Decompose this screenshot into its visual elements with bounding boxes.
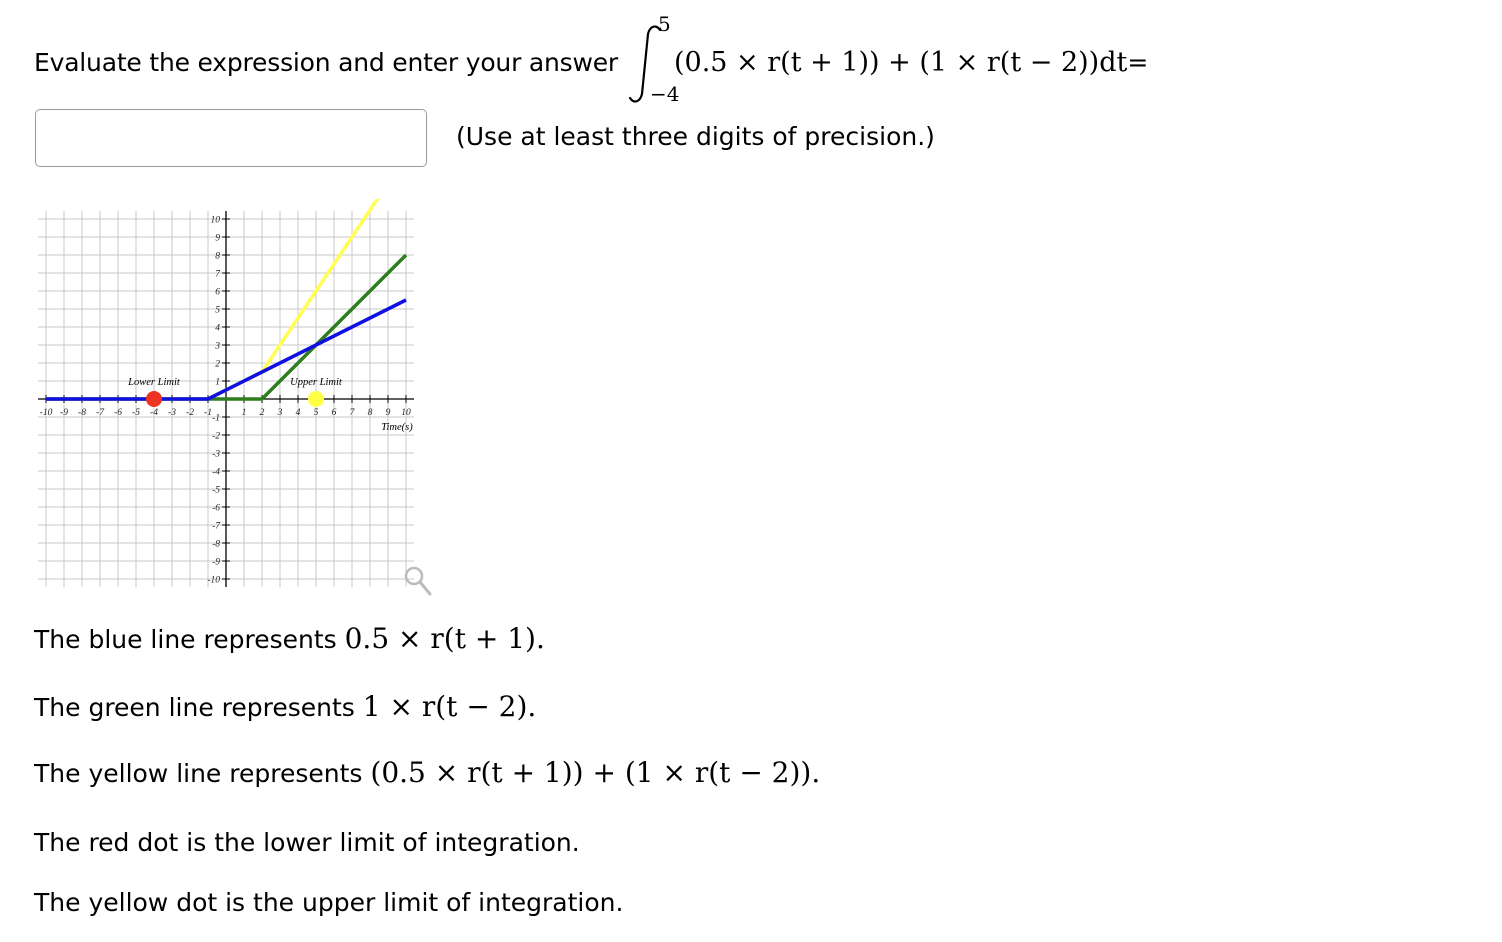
x-tick-label: -7 bbox=[96, 408, 104, 418]
x-tick-label: 6 bbox=[331, 408, 337, 418]
y-tick-label: -9 bbox=[212, 557, 220, 568]
red-limit-dot bbox=[146, 391, 162, 407]
integrand: (0.5 × r(t + 1)) + (1 × r(t − 2))dt bbox=[674, 46, 1128, 78]
lower-limit-label: Lower Limit bbox=[128, 377, 180, 388]
x-tick-label: 1 bbox=[241, 408, 247, 418]
y-tick-label: 10 bbox=[210, 215, 220, 226]
y-tick-label: -1 bbox=[212, 413, 220, 424]
x-axis-label: Time(s) bbox=[381, 422, 413, 433]
y-tick-label: 9 bbox=[215, 233, 220, 244]
caption-green-text: The green line represents bbox=[34, 693, 363, 722]
caption-blue-line bbox=[34, 622, 545, 655]
y-tick-label: -6 bbox=[212, 503, 220, 514]
x-tick-label: -3 bbox=[168, 408, 176, 418]
x-tick-label: 5 bbox=[313, 408, 319, 418]
y-tick-label: 3 bbox=[215, 341, 220, 352]
y-tick-label: -10 bbox=[207, 575, 220, 586]
caption-blue-math: 0.5 × r(t + 1). bbox=[344, 622, 545, 655]
question-line bbox=[34, 12, 1148, 112]
caption-yellow-line bbox=[34, 756, 820, 789]
yellow-limit-dot bbox=[308, 391, 324, 407]
integral-upper-limit: 5 bbox=[658, 12, 671, 36]
y-tick-label: -2 bbox=[212, 431, 220, 442]
y-tick-label: -3 bbox=[212, 449, 220, 460]
x-tick-label: -4 bbox=[150, 408, 158, 418]
y-tick-label: 6 bbox=[215, 287, 220, 298]
integral-lower-limit: −4 bbox=[650, 82, 680, 106]
y-tick-label: -7 bbox=[212, 521, 220, 532]
x-tick-label: -6 bbox=[114, 408, 122, 418]
y-tick-label: -8 bbox=[212, 539, 220, 550]
y-tick-label: 5 bbox=[215, 305, 220, 316]
upper-limit-label: Upper Limit bbox=[290, 377, 342, 388]
caption-green-math: 1 × r(t − 2). bbox=[362, 690, 537, 723]
x-tick-label: -10 bbox=[39, 408, 53, 418]
caption-yellow-text: The yellow line represents bbox=[34, 759, 371, 788]
integral-sign bbox=[626, 12, 680, 112]
x-tick-label: -9 bbox=[60, 408, 68, 418]
y-tick-label: 8 bbox=[215, 251, 220, 262]
y-tick-label: 4 bbox=[215, 323, 220, 334]
x-tick-label: 7 bbox=[349, 408, 355, 418]
question-prompt: Evaluate the expression and enter your answer bbox=[34, 47, 618, 77]
caption-blue-text: The blue line represents bbox=[34, 625, 345, 654]
y-tick-label: -5 bbox=[212, 485, 220, 496]
x-tick-label: -2 bbox=[186, 408, 194, 418]
x-tick-label: 2 bbox=[259, 408, 265, 418]
y-tick-label: -4 bbox=[212, 467, 220, 478]
answer-input[interactable] bbox=[35, 109, 427, 167]
y-tick-label: 1 bbox=[215, 377, 220, 388]
zoom-icon[interactable] bbox=[406, 568, 430, 594]
equals-sign: = bbox=[1127, 47, 1149, 77]
y-tick-label: 7 bbox=[215, 269, 220, 280]
x-tick-label: 10 bbox=[401, 408, 411, 418]
x-tick-label: -8 bbox=[78, 408, 86, 418]
function-graph bbox=[39, 196, 442, 606]
x-tick-label: 9 bbox=[385, 408, 391, 418]
x-tick-label: 3 bbox=[277, 408, 283, 418]
x-tick-label: 4 bbox=[295, 408, 301, 418]
x-tick-label: 8 bbox=[367, 408, 373, 418]
x-tick-label: -5 bbox=[132, 408, 140, 418]
y-tick-label: 2 bbox=[215, 359, 220, 370]
caption-red-dot: The red dot is the lower limit of integration. bbox=[34, 828, 580, 857]
x-tick-label: -1 bbox=[204, 408, 212, 418]
precision-note: (Use at least three digits of precision.) bbox=[456, 122, 935, 151]
caption-green-line bbox=[34, 690, 536, 723]
caption-yellow-math: (0.5 × r(t + 1)) + (1 × r(t − 2)). bbox=[370, 756, 821, 789]
caption-yellow-dot: The yellow dot is the upper limit of integration. bbox=[34, 888, 624, 917]
